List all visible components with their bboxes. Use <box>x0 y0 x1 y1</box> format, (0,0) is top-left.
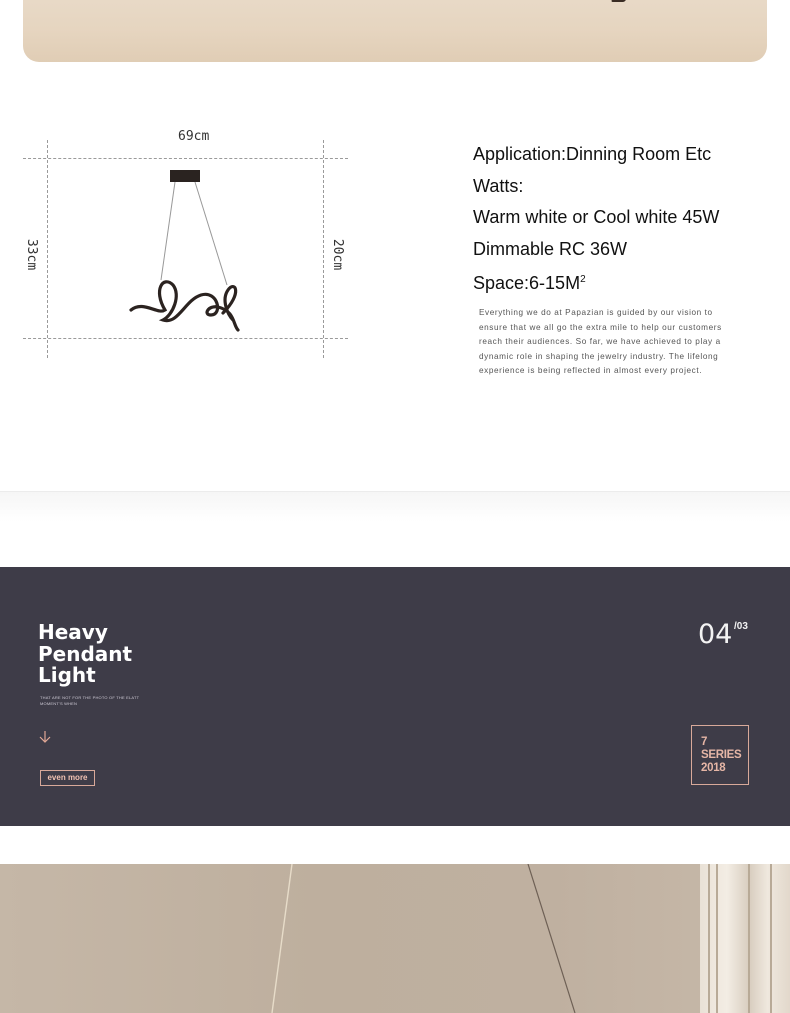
left-guide-line <box>47 140 48 358</box>
promo-banner <box>0 567 790 826</box>
page-number: 04 <box>698 619 733 650</box>
top-guide-line <box>23 158 348 159</box>
right-cable <box>195 182 227 285</box>
application-line: Application:Dinning Room Etc <box>473 144 712 164</box>
brand-note: Everything we do at Papazian is guided by our vision to ensure that we all go the extra mile to help our customers reach their audiences. So far, we have achieved to play a dynamic role in shaping the jewelry industry. The lifelong experience is being reflected in almost every project. <box>479 308 722 375</box>
banner-title: Heavy Pendant Light <box>38 620 133 687</box>
space-superscript: 2 <box>580 274 586 285</box>
cable-lines <box>0 864 790 1013</box>
column-pillar <box>700 864 790 1013</box>
width-label: 69cm <box>178 129 210 144</box>
space-line <box>473 267 773 299</box>
color-option-line: Warm white or Cool white 45W <box>473 207 720 227</box>
space-text: Space:6-15M <box>473 273 581 293</box>
banner-subtitle: THAT ARE NOT FOR THE PHOTO OF THE ELATT MOMENT'S WHEN <box>40 695 140 706</box>
ribbon-light <box>131 282 238 330</box>
bottom-product-photo <box>0 864 790 1013</box>
dimmable-line: Dimmable RC 36W <box>473 238 628 259</box>
even-more-button[interactable]: even more <box>40 770 95 786</box>
series-badge <box>691 725 749 785</box>
series-badge-text: 7 SERIES 2018 <box>701 736 742 774</box>
watts-line: Watts: <box>473 175 524 196</box>
dimension-diagram <box>23 125 353 365</box>
section-fade <box>0 492 790 522</box>
left-cable <box>161 182 175 280</box>
right-guide-line <box>323 140 324 358</box>
ceiling-canopy <box>170 170 200 182</box>
top-product-photo <box>23 0 767 62</box>
height-label: 33cm <box>24 238 40 271</box>
spec-list <box>473 141 773 299</box>
pendant-lamp-drawing <box>123 165 253 345</box>
photo-detail <box>611 0 630 2</box>
arrow-down-icon <box>38 730 52 744</box>
page-total: /03 <box>734 621 748 632</box>
drop-label: 20cm <box>330 238 346 271</box>
